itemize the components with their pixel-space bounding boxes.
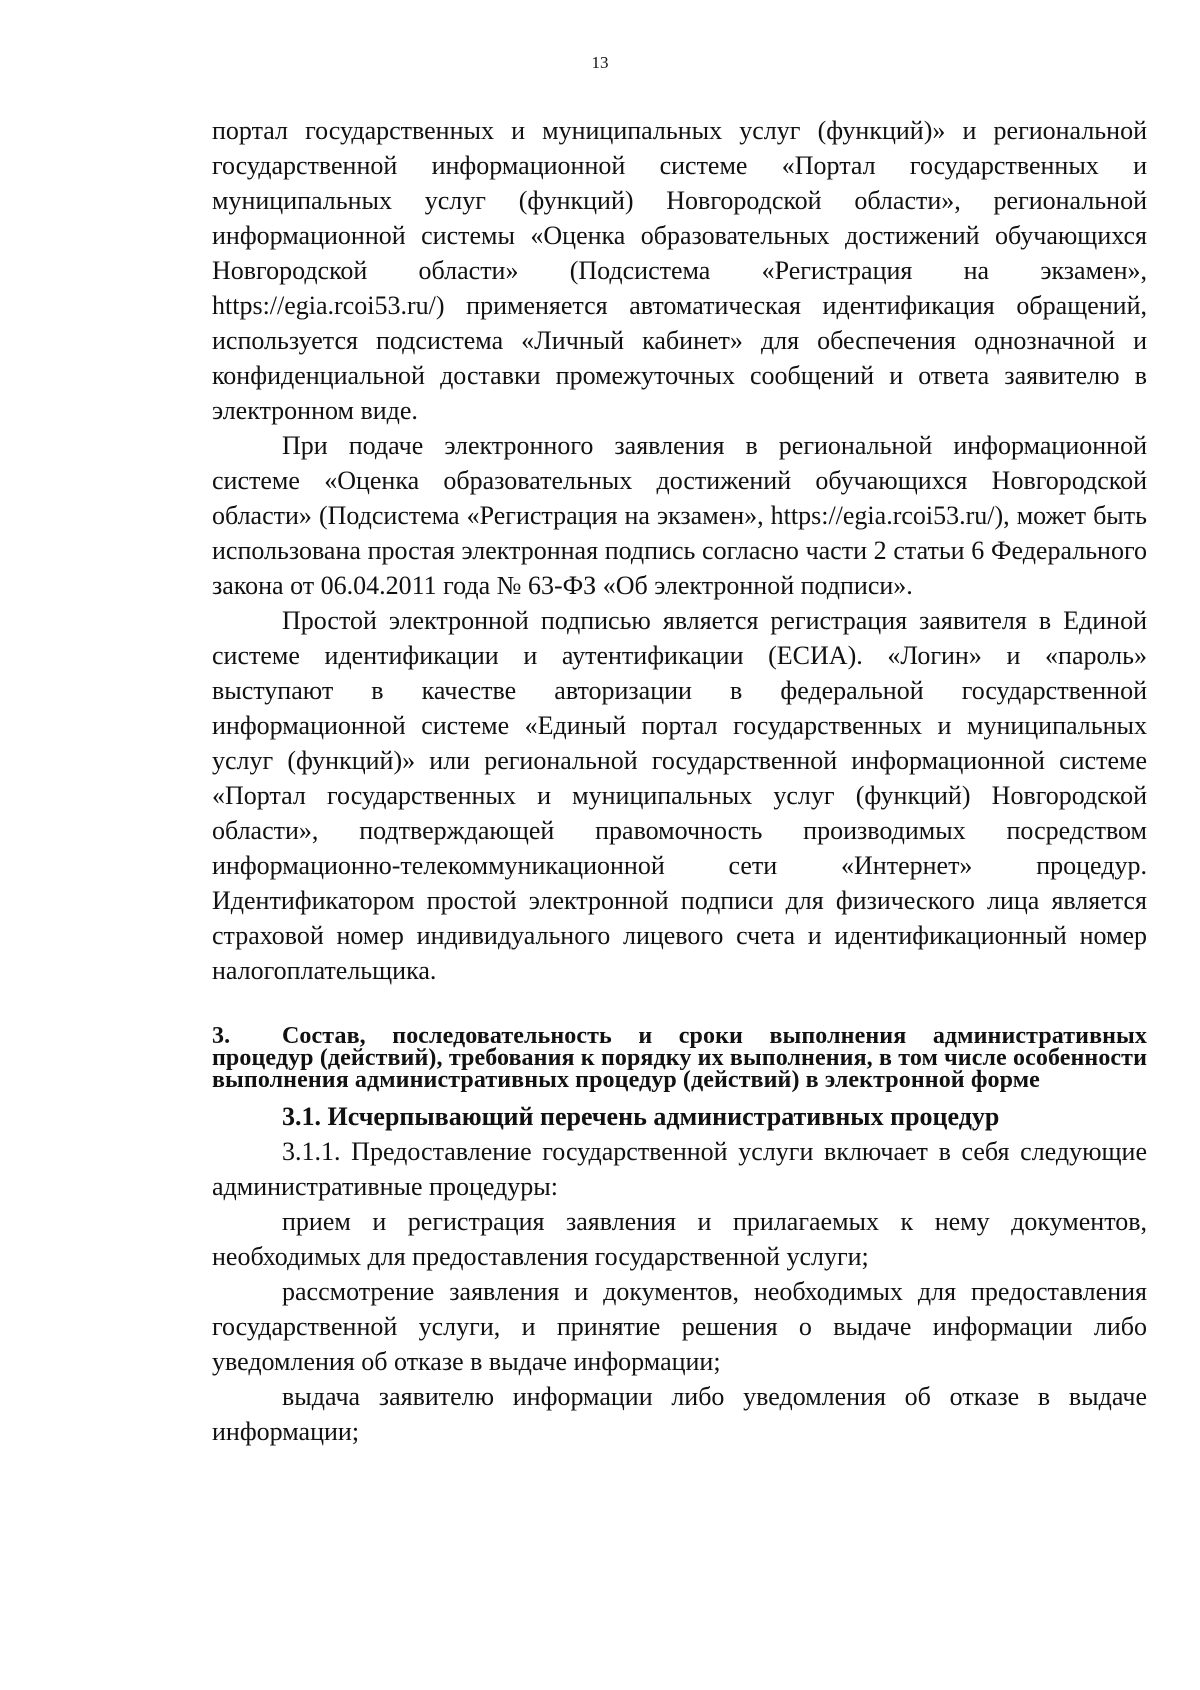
- section-title: Состав, последовательность и сроки выполнения административных процедур (действий), требования к порядку их выполнения, в том числе особенности выполнения административных процедур (действий) в электронной форме: [212, 1023, 1147, 1093]
- paragraph-electronic-signature: При подаче электронного заявления в региональной информационной системе «Оценка образовательных достижений обучающихся Новгородской области» (Подсистема «Регистрация на экзамен», https://egia.rcoi53.ru/), может быть использована простая электронная подпись согласно части 2 статьи 6 Федерального закона от 06.04.2011 года № 63-ФЗ «Об электронной подписи».: [212, 431, 1147, 600]
- paragraph-portal-identification: портал государственных и муниципальных услуг (функций)» и региональной государственной информационной системе «Портал государственных и муниципальных услуг (функций) Новгородской области», региональной информационной системы «Оценка образовательных достижений обучающихся Новгородской области» (Подсистема «Регистрация на экзамен», https://egia.rcoi53.ru/) применяется автоматическая идентификация обращений, используется подсистема «Личный кабинет» для обеспечения однозначной и конфиденциальной доставки промежуточных сообщений и ответа заявителю в электронном виде.: [212, 116, 1147, 425]
- paragraph-simple-signature: Простой электронной подписью является регистрация заявителя в Единой системе идентификации и аутентификации (ЕСИА). «Логин» и «пароль» выступают в качестве авторизации в федеральной государственной информационной системе «Единый портал государственных и муниципальных услуг (функций)» или региональной государственной информационной системе «Портал государственных и муниципальных услуг (функций) Новгородской области», подтверждающей правомочность производимых посредством информационно-телекоммуникационной сети «Интернет» процедур. Идентификатором простой электронной подписи для физического лица является страховой номер индивидуального лицевого счета и идентификационный номер налогоплательщика.: [212, 606, 1147, 985]
- paragraph-procedures-intro: 3.1.1. Предоставление государственной услуги включает в себя следующие административные процедуры:: [212, 1137, 1147, 1201]
- section-number: 3.: [212, 1023, 231, 1049]
- list-item-reception: прием и регистрация заявления и прилагаемых к нему документов, необходимых для предоставления государственной услуги;: [212, 1207, 1147, 1271]
- list-item-review: рассмотрение заявления и документов, необходимых для предоставления государственной услуги, и принятие решения о выдаче информации либо уведомления об отказе в выдаче информации;: [212, 1277, 1147, 1376]
- list-item-issuance: выдача заявителю информации либо уведомления об отказе в выдаче информации;: [212, 1382, 1147, 1446]
- document-body: [212, 113, 1147, 1449]
- section-heading: [212, 1025, 1147, 1091]
- section-spacer: [212, 988, 1147, 1025]
- page-number: 13: [591, 53, 609, 72]
- subsection-heading: 3.1. Исчерпывающий перечень административных процедур: [282, 1102, 1000, 1131]
